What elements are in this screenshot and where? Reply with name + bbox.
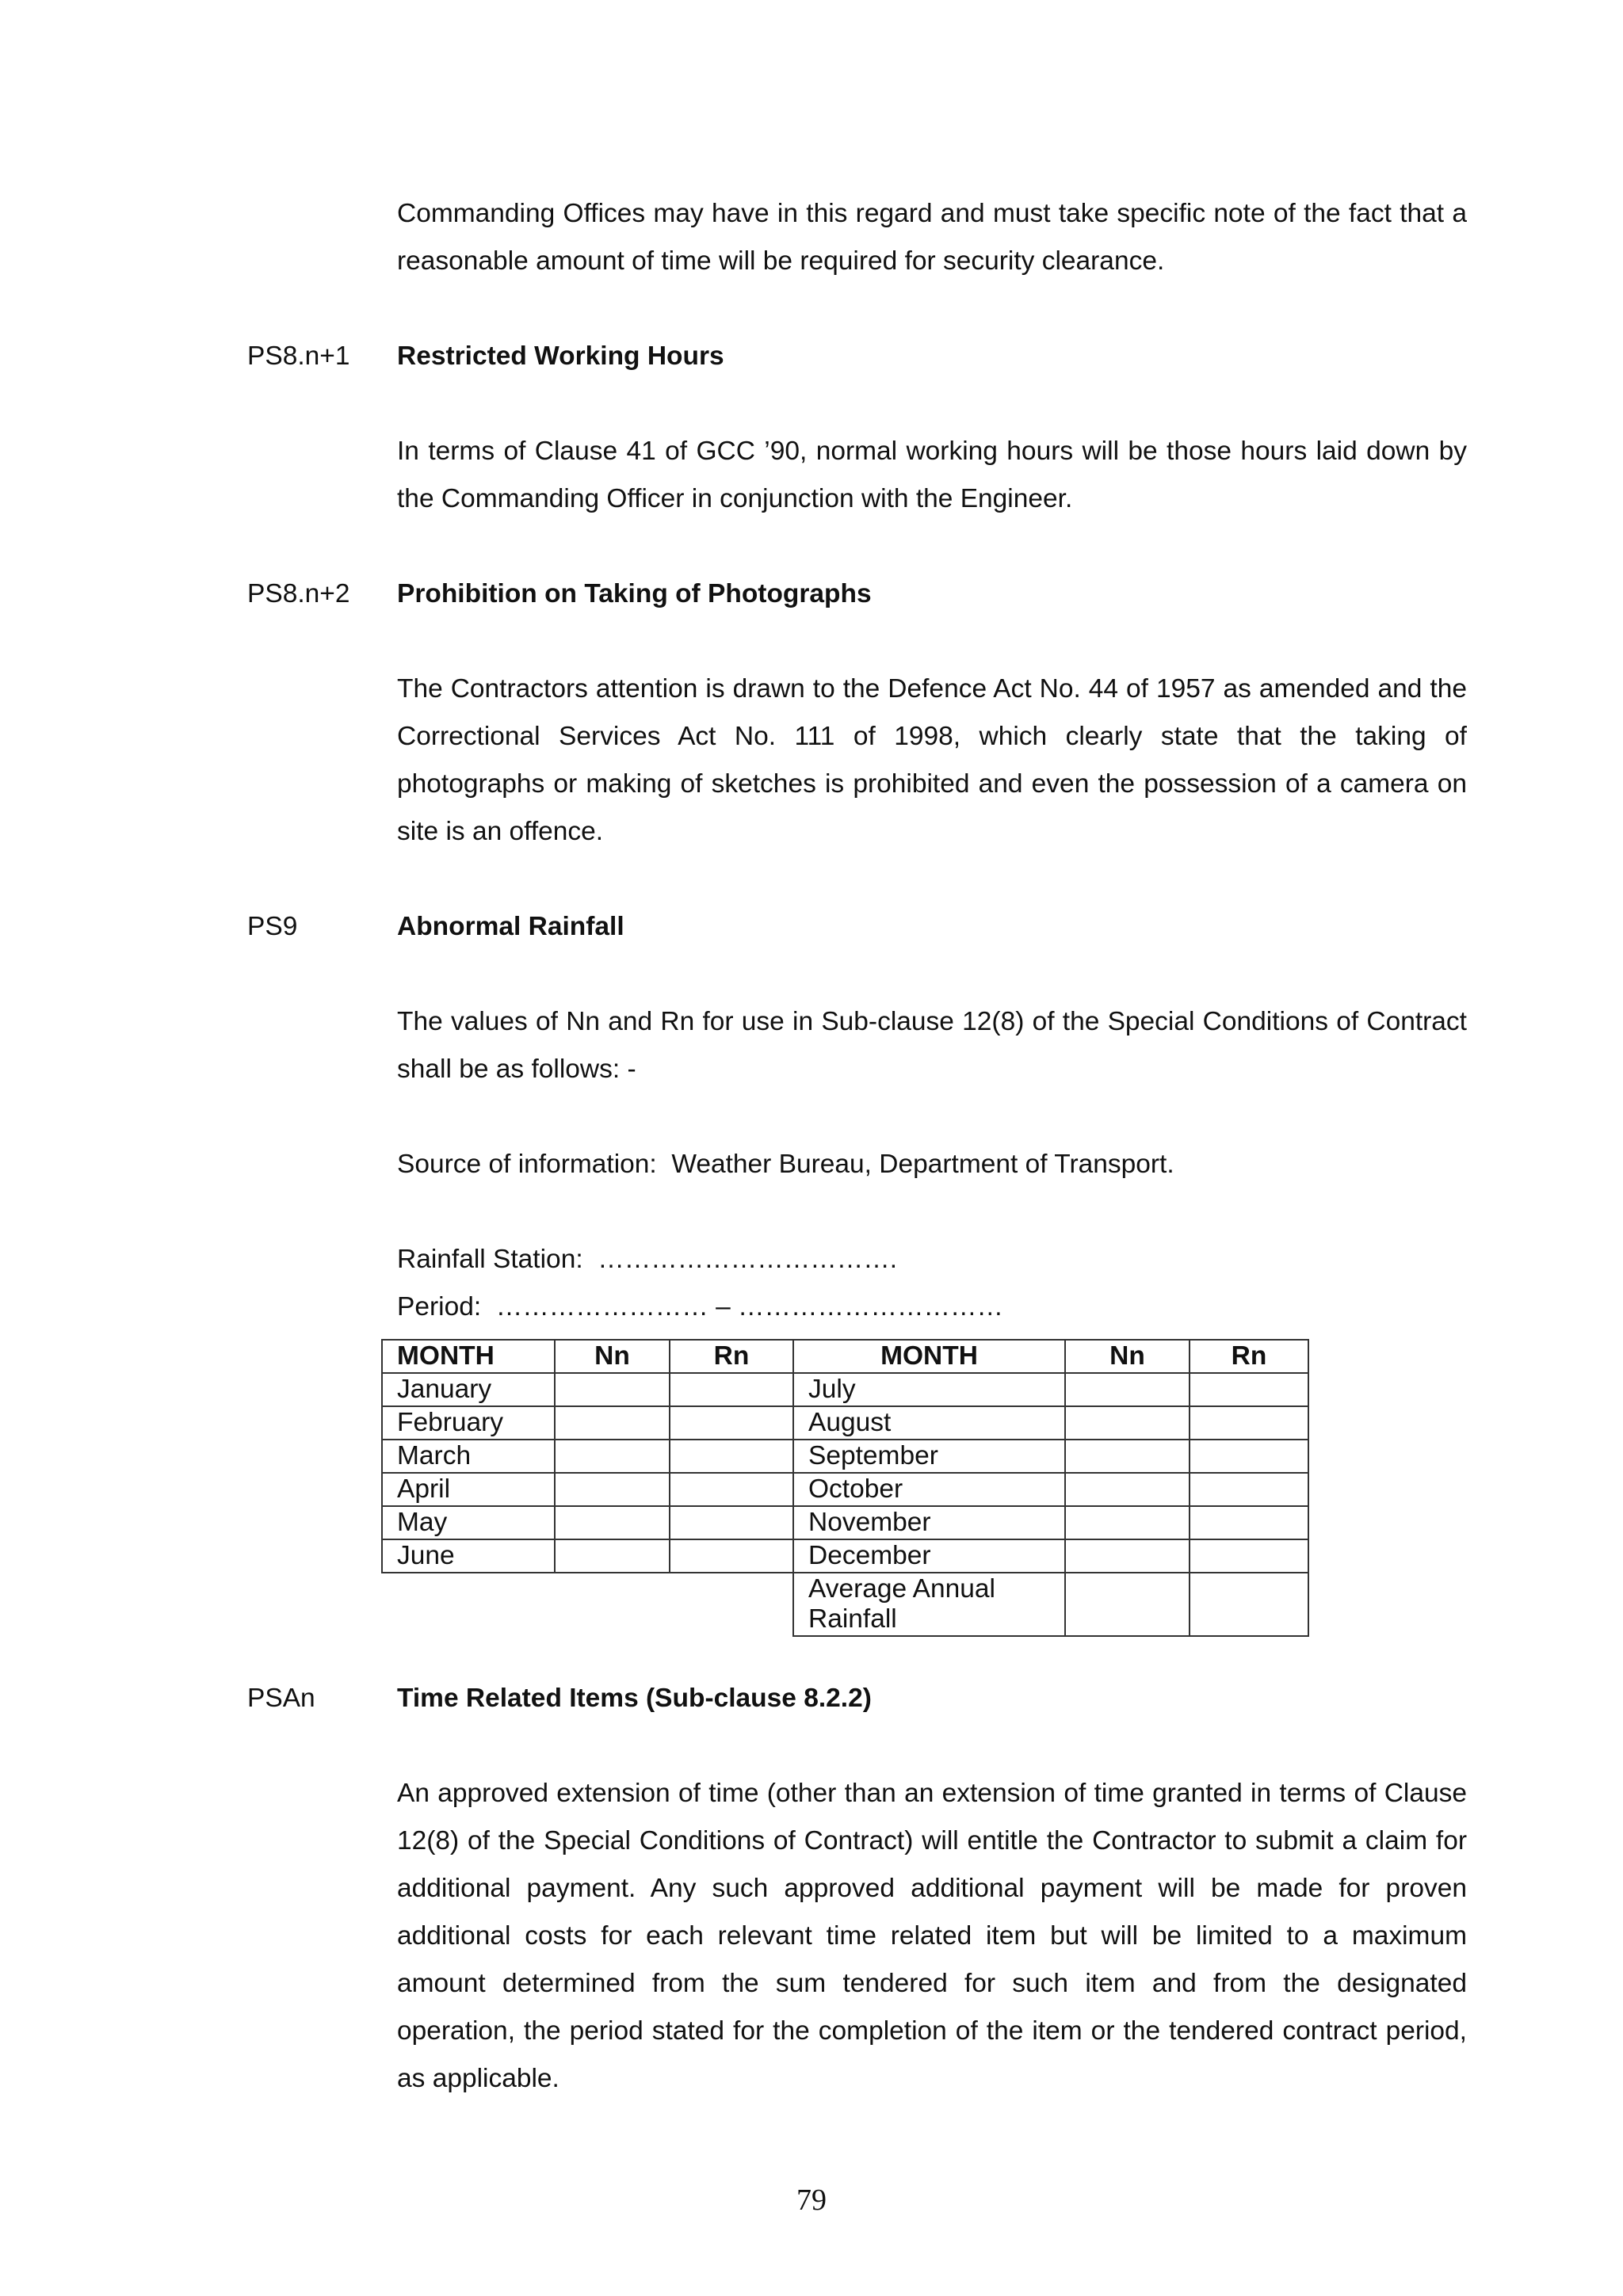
section-number: PSAn	[247, 1684, 315, 1713]
average-annual-rainfall-label: Average Annual Rainfall	[793, 1573, 1065, 1636]
rn-cell	[1190, 1573, 1308, 1636]
nn-cell	[555, 1406, 670, 1440]
rn-cell	[670, 1406, 793, 1440]
section-number: PS9	[247, 912, 298, 941]
table-row	[382, 1473, 1308, 1506]
table-row	[382, 1539, 1308, 1573]
nn-cell	[1065, 1573, 1190, 1636]
rainfall-table	[381, 1339, 1309, 1637]
month-cell: February	[382, 1406, 555, 1440]
rn-cell	[1190, 1506, 1308, 1539]
month-cell: July	[793, 1373, 1065, 1406]
rn-cell	[670, 1473, 793, 1506]
table-row	[382, 1373, 1308, 1406]
intro-paragraph: Commanding Offices may have in this regard and must take specific note of the fact that a reasonable amount of time will be required for security clearance.	[397, 199, 1467, 276]
section-number: PS8.n+2	[247, 579, 350, 608]
rainfall-source: Source of information: Weather Bureau, Department of Transport.	[397, 1150, 1174, 1179]
table-header-cell: Nn	[555, 1340, 670, 1373]
nn-cell	[1065, 1440, 1190, 1473]
empty-cell	[555, 1573, 670, 1636]
month-cell: November	[793, 1506, 1065, 1539]
rainfall-period: Period: …………………… – …………………………	[397, 1292, 1004, 1322]
table-header-cell: Rn	[1190, 1340, 1308, 1373]
month-cell: June	[382, 1539, 555, 1573]
section-body: In terms of Clause 41 of GCC ’90, normal working hours will be those hours laid down by the Commanding Officer in conjunction with the Engineer.	[397, 437, 1467, 513]
month-cell: December	[793, 1539, 1065, 1573]
section-number: PS8.n+1	[247, 341, 350, 371]
rn-cell	[1190, 1539, 1308, 1573]
rn-cell	[670, 1506, 793, 1539]
nn-cell	[555, 1473, 670, 1506]
rn-cell	[1190, 1373, 1308, 1406]
month-cell: March	[382, 1440, 555, 1473]
month-cell: October	[793, 1473, 1065, 1506]
rainfall-station: Rainfall Station: …………………………….	[397, 1245, 898, 1274]
nn-cell	[555, 1440, 670, 1473]
month-cell: May	[382, 1506, 555, 1539]
section-body: The values of Nn and Rn for use in Sub-clause 12(8) of the Special Conditions of Contract shall be as follows: -	[397, 1007, 1467, 1084]
table-header-row	[382, 1340, 1308, 1373]
month-cell: April	[382, 1473, 555, 1506]
rn-cell	[670, 1373, 793, 1406]
rn-cell	[670, 1539, 793, 1573]
section-heading: Restricted Working Hours	[397, 341, 724, 371]
nn-cell	[555, 1373, 670, 1406]
nn-cell	[1065, 1406, 1190, 1440]
nn-cell	[1065, 1373, 1190, 1406]
section-body: An approved extension of time (other than an extension of time granted in terms of Clause 12(8) of the Special Conditions of Contract) will entitle the Contractor to submit a claim for additional payment. Any such approved additional payment will be made for proven additional costs for each relevant time related item but will be limited to a maximum amount determined from the sum tendered for such item and from the designated operation, the period stated for the completion of the item or the tendered contract period, as applicable.	[397, 1779, 1467, 2093]
table-row	[382, 1440, 1308, 1473]
rn-cell	[1190, 1440, 1308, 1473]
nn-cell	[555, 1539, 670, 1573]
nn-cell	[1065, 1539, 1190, 1573]
nn-cell	[1065, 1473, 1190, 1506]
empty-cell	[382, 1573, 555, 1636]
table-header-cell: Rn	[670, 1340, 793, 1373]
section-heading: Abnormal Rainfall	[397, 912, 624, 941]
page-number: 79	[796, 2183, 827, 2217]
table-header-cell: MONTH	[793, 1340, 1065, 1373]
rn-cell	[1190, 1406, 1308, 1440]
month-cell: August	[793, 1406, 1065, 1440]
empty-cell	[670, 1573, 793, 1636]
month-cell: January	[382, 1373, 555, 1406]
table-row	[382, 1406, 1308, 1440]
nn-cell	[1065, 1506, 1190, 1539]
nn-cell	[555, 1506, 670, 1539]
section-heading: Prohibition on Taking of Photographs	[397, 579, 872, 608]
table-row	[382, 1506, 1308, 1539]
month-cell: September	[793, 1440, 1065, 1473]
rn-cell	[670, 1440, 793, 1473]
section-heading: Time Related Items (Sub-clause 8.2.2)	[397, 1684, 872, 1713]
rn-cell	[1190, 1473, 1308, 1506]
table-header-cell: Nn	[1065, 1340, 1190, 1373]
table-header-cell: MONTH	[382, 1340, 555, 1373]
table-row-average	[382, 1573, 1308, 1636]
section-body: The Contractors attention is drawn to the Defence Act No. 44 of 1957 as amended and the Correctional Services Act No. 111 of 1998, which clearly state that the taking of photographs or making of sketches is prohibited and even the possession of a camera on site is an offence.	[397, 674, 1467, 846]
